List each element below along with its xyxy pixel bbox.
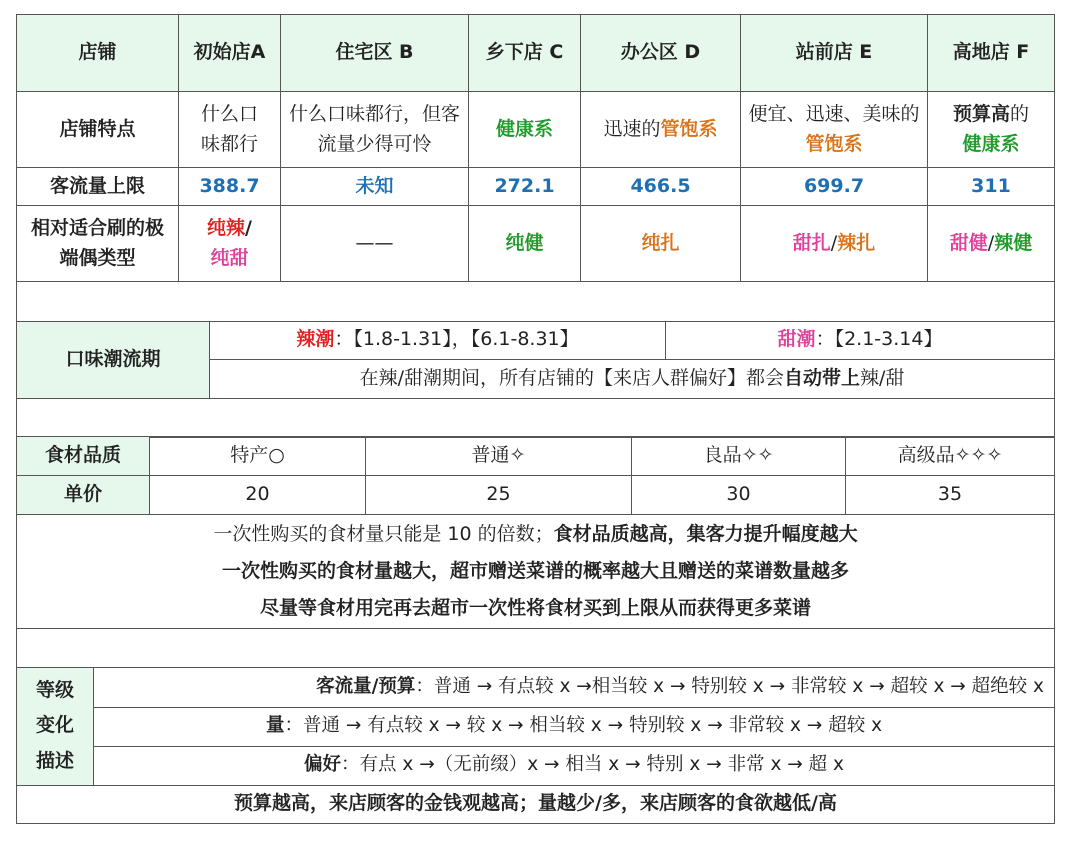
level-table	[16, 667, 1055, 824]
extreme-e2: 辣扎	[837, 231, 876, 254]
traffic-b: 未知	[281, 168, 469, 206]
level-footer: 预算越高，来店顾客的金钱观越高；量越少/多，来店顾客的食欲越低/高	[17, 785, 1055, 823]
extreme-f-sep: /	[987, 231, 995, 254]
feature-f	[928, 92, 1055, 168]
store-header-label: 店铺	[17, 15, 179, 92]
extreme-d: 纯扎	[581, 206, 741, 282]
trend-note-prefix: 在辣/甜潮期间，所有店铺的【来店人群偏好】都会	[359, 366, 784, 389]
level-pref-text: ：有点 x →（无前缀）x → 相当 x → 特别 x → 非常 x → 超 x	[340, 754, 845, 776]
level-label: 等级变化描述	[17, 667, 94, 785]
level-traffic-label: 客流量/预算	[316, 675, 416, 697]
spicy-trend-label: 辣潮	[296, 328, 335, 351]
sweet-trend	[666, 321, 1055, 359]
quality-specialty: 特产○	[150, 437, 366, 476]
sweet-trend-label: 甜潮	[777, 328, 816, 351]
price-specialty: 20	[150, 476, 366, 515]
quality-label: 食材品质	[17, 437, 150, 476]
feature-d-highlight: 管饱系	[660, 117, 718, 140]
extreme-a-sep: /	[245, 217, 252, 240]
store-name-b: 住宅区 B	[281, 15, 469, 92]
store-name-a: 初始店A	[179, 15, 281, 92]
price-good: 30	[632, 476, 846, 515]
ingredient-table	[16, 436, 1055, 668]
note1-plain: 一次性购买的食材量只能是 10 的倍数；	[213, 522, 554, 545]
feature-a: 什么口味都行	[179, 92, 281, 168]
price-label: 单价	[17, 476, 150, 515]
feature-d	[581, 92, 741, 168]
note1-bold: 食材品质越高，集客力提升幅度越大	[553, 522, 858, 545]
spicy-trend	[210, 321, 666, 359]
extreme-a2: 纯甜	[210, 246, 249, 269]
trend-note-suffix: 辣/甜	[860, 366, 905, 389]
store-name-d: 办公区 D	[581, 15, 741, 92]
store-name-e: 站前店 E	[741, 15, 928, 92]
spacer-row	[17, 282, 1055, 322]
feature-b: 什么口味都行，但客流量少得可怜	[281, 92, 469, 168]
extreme-a	[179, 206, 281, 282]
trend-note-bold: 自动带上	[783, 366, 860, 389]
spacer-row	[17, 398, 1055, 437]
level-pref-label: 偏好	[303, 754, 341, 776]
store-table	[16, 14, 1055, 322]
extreme-e	[741, 206, 928, 282]
feature-e-prefix: 便宜、迅速、美味的	[748, 103, 920, 126]
extreme-b: ——	[281, 206, 469, 282]
price-premium: 35	[846, 476, 1055, 515]
quality-premium: 高级品✧✧✧	[846, 437, 1055, 476]
trend-table	[16, 321, 1055, 438]
traffic-c: 272.1	[469, 168, 581, 206]
store-name-f: 高地店 F	[928, 15, 1055, 92]
feature-label: 店铺特点	[17, 92, 179, 168]
price-normal: 25	[366, 476, 632, 515]
spreadsheet	[16, 14, 1054, 824]
traffic-a: 388.7	[179, 168, 281, 206]
quality-good: 良品✧✧	[632, 437, 846, 476]
traffic-f: 311	[928, 168, 1055, 206]
traffic-d: 466.5	[581, 168, 741, 206]
feature-d-prefix: 迅速的	[603, 117, 661, 140]
feature-f-prefix: 预算高	[952, 103, 1010, 126]
quality-normal: 普通✧	[366, 437, 632, 476]
traffic-e: 699.7	[741, 168, 928, 206]
extreme-e-sep: /	[830, 231, 838, 254]
level-traffic	[94, 667, 1055, 707]
level-amount-label: 量	[265, 715, 285, 737]
extreme-e1: 甜扎	[792, 231, 831, 254]
spacer-row	[17, 629, 1055, 668]
trend-note	[210, 359, 1055, 398]
note3: 尽量等食材用完再去超市一次性将食材买到上限从而获得更多菜谱	[259, 597, 811, 620]
sweet-trend-range: ：【2.1-3.14】	[815, 328, 943, 351]
store-name-c: 乡下店 C	[469, 15, 581, 92]
feature-e-highlight: 管饱系	[805, 132, 863, 155]
level-traffic-text: ：普通 → 有点较 x →相当较 x → 特别较 x → 非常较 x → 超较 x → 超绝较 x	[415, 675, 1044, 697]
feature-e	[741, 92, 928, 168]
extreme-f1: 甜健	[949, 231, 988, 254]
traffic-label: 客流量上限	[17, 168, 179, 206]
level-amount-text: ：普通 → 有点较 x → 较 x → 相当较 x → 特别较 x → 非常较 x → 超较 x	[284, 715, 883, 737]
extreme-f2: 辣健	[994, 231, 1033, 254]
extreme-c: 纯健	[469, 206, 581, 282]
extreme-a1: 纯辣	[207, 217, 246, 240]
level-pref	[94, 746, 1055, 785]
ingredient-notes	[17, 515, 1055, 629]
trend-label: 口味潮流期	[17, 321, 210, 398]
feature-f-highlight: 健康系	[962, 132, 1020, 155]
extreme-f	[928, 206, 1055, 282]
spicy-trend-range: ：【1.8-1.31】，【6.1-8.31】	[334, 328, 579, 351]
level-amount	[94, 707, 1055, 746]
feature-c: 健康系	[469, 92, 581, 168]
note2: 一次性购买的食材量越大，超市赠送菜谱的概率越大且赠送的菜谱数量越多	[221, 559, 849, 582]
extreme-label: 相对适合刷的极端偶类型	[17, 206, 179, 282]
feature-f-mid: 的	[1010, 103, 1030, 126]
